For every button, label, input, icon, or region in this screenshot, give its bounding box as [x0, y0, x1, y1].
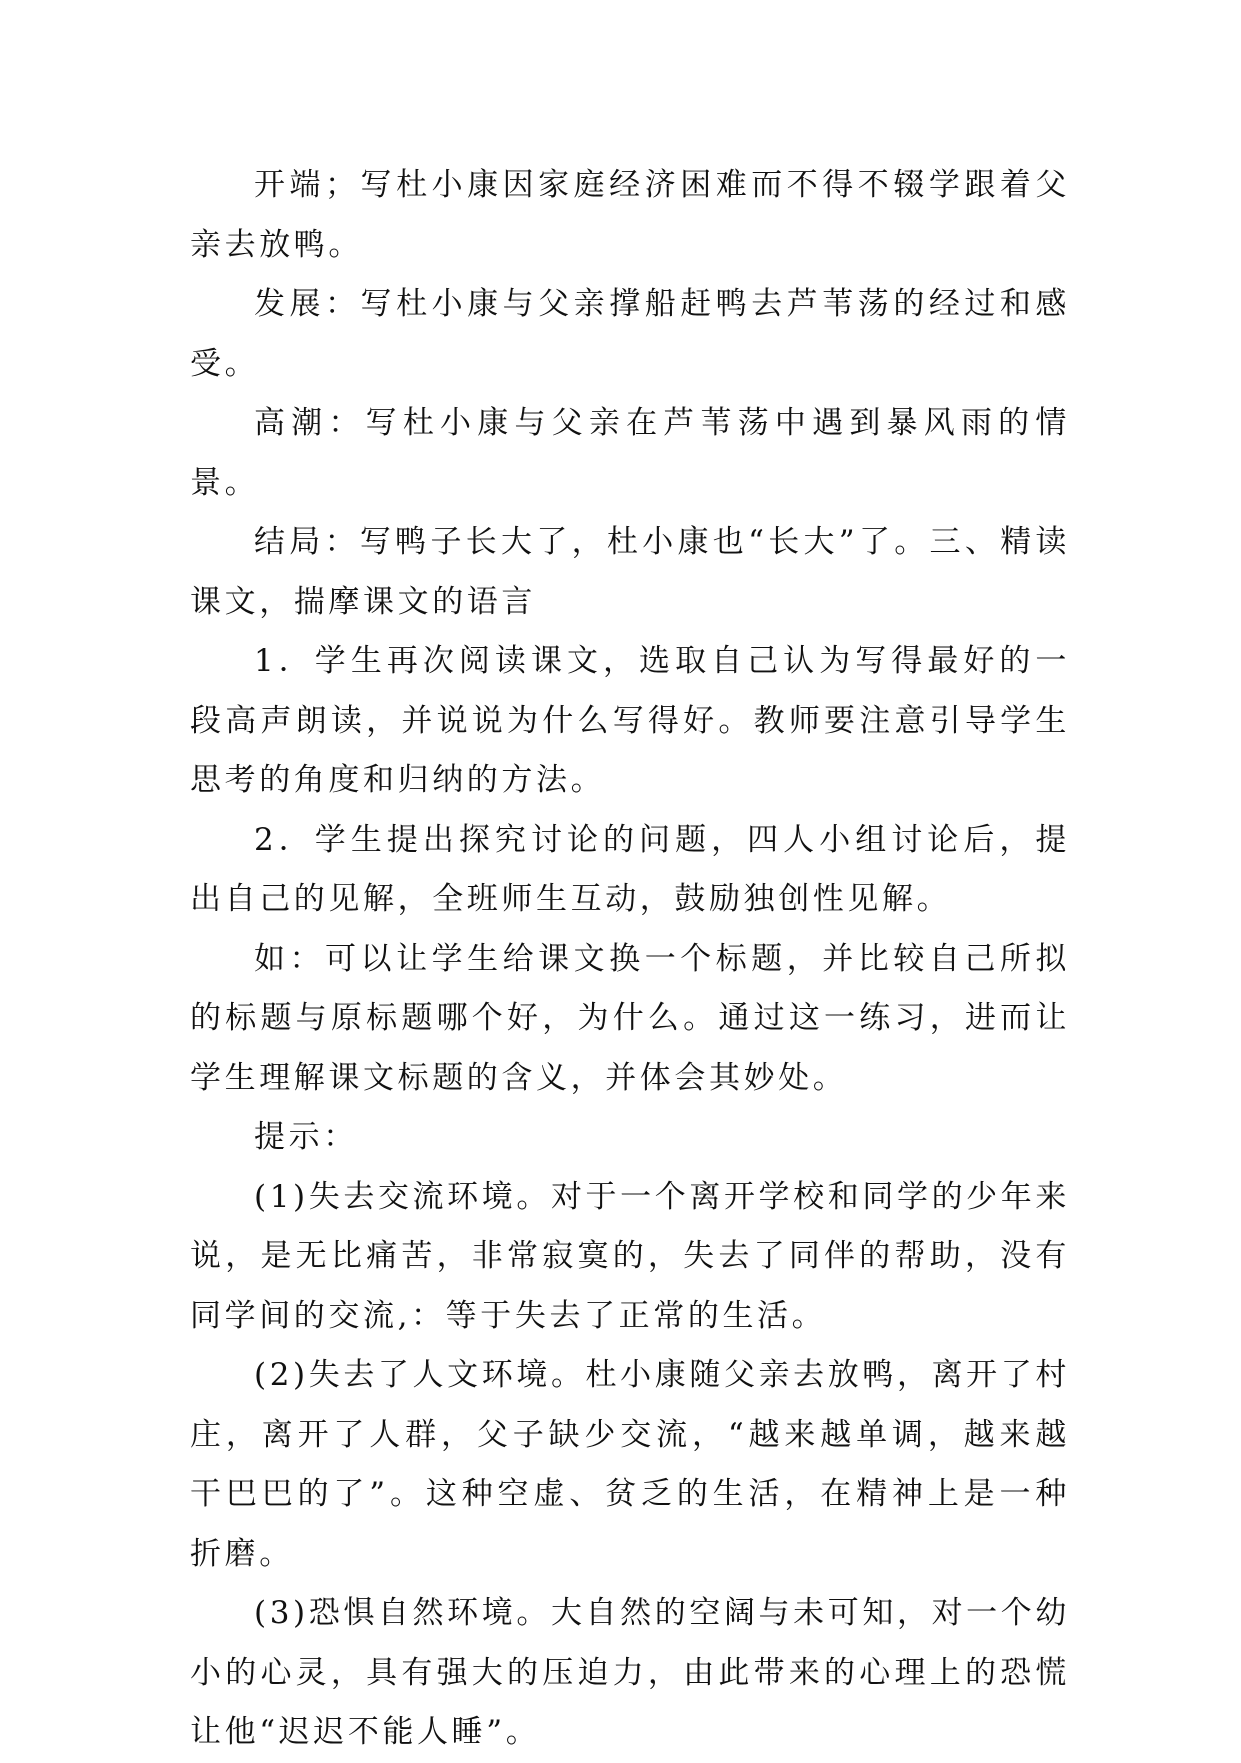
paragraph-step-1: 1．学生再次阅读课文，选取自己认为写得最好的一段高声朗读，并说说为什么写得好。教师要注意引导学生思考的角度和归纳的方法。: [190, 643, 1070, 798]
paragraph-hint-3: (3)恐惧自然环境。大自然的空阔与未可知，对一个幼小的心灵，具有强大的压迫力，由此带来的心理上的恐慌让他“迟迟不能人睡”。: [190, 1595, 1070, 1750]
paragraph-hint-2: (2)失去了人文环境。杜小康随父亲去放鸭，离开了村庄，离开了人群，父子缺少交流，“越来越单调，越来越干巴巴的了”。这种空虚、贫乏的生活，在精神上是一种折磨。: [190, 1357, 1070, 1572]
paragraph-example: 如：可以让学生给课文换一个标题，并比较自己所拟的标题与原标题哪个好，为什么。通过这一练习，进而让学生理解课文标题的含义，并体会其妙处。: [190, 940, 1070, 1096]
paragraph-development: 发展：写杜小康与父亲撑船赶鸭去芦苇荡的经过和感受。: [190, 286, 1070, 382]
paragraph-opening: 开端；写杜小康因家庭经济困难而不得不辍学跟着父亲去放鸭。: [190, 167, 1070, 263]
document-body: [190, 156, 1070, 1763]
paragraph-climax: 高潮：写杜小康与父亲在芦苇荡中遇到暴风雨的情景。: [190, 405, 1070, 501]
paragraph-hint-heading: 提示：: [254, 1119, 358, 1155]
paragraph-ending: 结局：写鸭子长大了，杜小康也“长大”了。三、精读课文，揣摩课文的语言: [190, 524, 1070, 620]
paragraph-step-2: 2．学生提出探究讨论的问题，四人小组讨论后，提出自己的见解，全班师生互动，鼓励独创性见解。: [190, 821, 1070, 917]
paragraph-hint-1: (1)失去交流环境。对于一个离开学校和同学的少年来说，是无比痛苦，非常寂寞的，失去了同伴的帮助，没有同学间的交流,：等于失去了正常的生活。: [190, 1178, 1070, 1334]
